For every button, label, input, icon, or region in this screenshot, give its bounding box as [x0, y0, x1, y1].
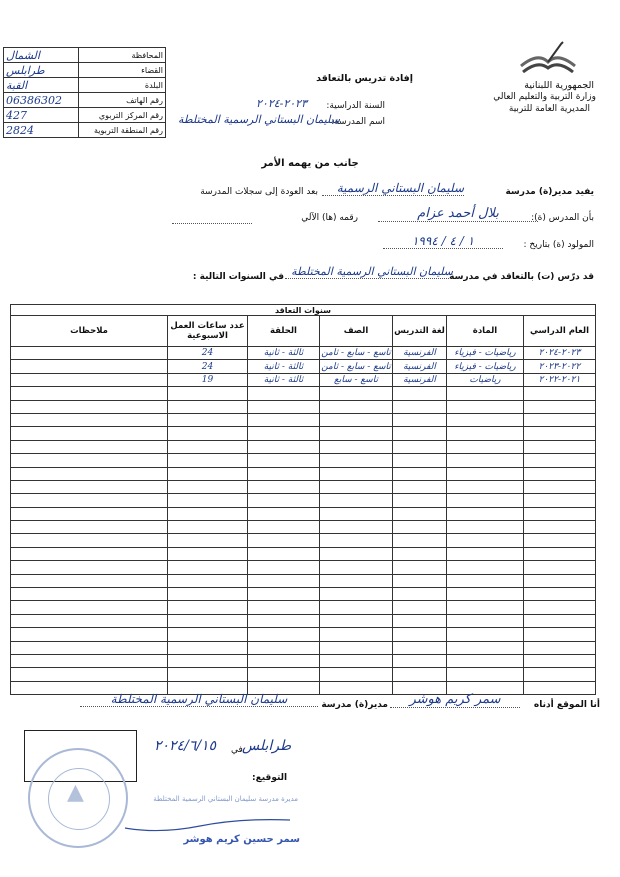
empty-row [11, 588, 596, 601]
info-row [4, 93, 166, 108]
empty-row [11, 400, 596, 413]
empty-cell [524, 654, 596, 667]
empty-cell [447, 641, 524, 654]
birth-date: ١ / ٤ / ١٩٩٤ [383, 234, 503, 249]
table-caption: سنوات التعاقد [11, 305, 596, 316]
school-label: اسم المدرسة: [331, 117, 385, 127]
empty-cell [524, 413, 596, 426]
ministry-logo-icon [513, 38, 583, 78]
empty-cell [524, 668, 596, 681]
empty-cell [524, 387, 596, 400]
empty-cell [168, 440, 248, 453]
teacher-number-blank [172, 223, 252, 224]
header-notes: ملاحظات [11, 316, 168, 347]
date-value: ٢٠٢٤/٦/١٥ [154, 738, 217, 754]
cell-year: ٢٠٢٢-٢٠٢٣ [524, 360, 596, 373]
empty-cell [11, 480, 168, 493]
empty-row [11, 507, 596, 520]
cell-grade: تاسع - سابع - ثامن [321, 348, 391, 359]
empty-cell [11, 654, 168, 667]
empty-cell [447, 654, 524, 667]
empty-cell [11, 521, 168, 534]
authority-heading: جانب من يهمه الأمر [261, 158, 359, 169]
empty-cell [524, 494, 596, 507]
line1-prefix: يفيد مدير(ة) مدرسة [505, 187, 594, 197]
empty-cell [168, 561, 248, 574]
empty-cell [393, 454, 447, 467]
empty-row [11, 601, 596, 614]
empty-cell [168, 574, 248, 587]
empty-row [11, 628, 596, 641]
empty-cell [524, 440, 596, 453]
empty-row [11, 521, 596, 534]
empty-cell [168, 494, 248, 507]
empty-cell [447, 480, 524, 493]
info-label: رقم المركز التربوي [79, 108, 166, 123]
empty-cell [11, 387, 168, 400]
empty-cell [168, 588, 248, 601]
empty-cell [248, 480, 320, 493]
empty-cell [168, 413, 248, 426]
republic-label: الجمهورية اللبنانية [524, 80, 594, 91]
info-label: القضاء [79, 63, 166, 78]
empty-cell [393, 467, 447, 480]
empty-cell [11, 427, 168, 440]
empty-row [11, 427, 596, 440]
empty-cell [11, 614, 168, 627]
info-row [4, 108, 166, 123]
empty-cell [393, 668, 447, 681]
empty-row [11, 454, 596, 467]
empty-cell [393, 427, 447, 440]
empty-cell [248, 427, 320, 440]
empty-cell [320, 588, 393, 601]
empty-row [11, 641, 596, 654]
cell-language: الفرنسية [393, 373, 447, 386]
empty-cell [11, 440, 168, 453]
empty-cell [11, 641, 168, 654]
empty-cell [393, 440, 447, 453]
empty-cell [320, 400, 393, 413]
empty-cell [447, 507, 524, 520]
info-row [4, 63, 166, 78]
empty-cell [393, 480, 447, 493]
empty-cell [393, 387, 447, 400]
taught-school: سليمان البستاني الرسمية المختلطة [285, 265, 453, 279]
info-label: رقم المنطقة التربوية [79, 123, 166, 138]
empty-cell [524, 507, 596, 520]
table-row [11, 373, 596, 386]
empty-cell [524, 547, 596, 560]
empty-cell [447, 400, 524, 413]
empty-cell [447, 628, 524, 641]
info-value: 2824 [4, 123, 79, 138]
header-subject: المادة [447, 316, 524, 347]
empty-cell [248, 467, 320, 480]
empty-cell [11, 588, 168, 601]
empty-cell [320, 574, 393, 587]
cell-language: الفرنسية [393, 347, 447, 360]
empty-cell [320, 641, 393, 654]
empty-cell [248, 628, 320, 641]
empty-cell [168, 628, 248, 641]
cell-hours: 24 [168, 347, 248, 360]
director-school: سليمان البستاني الرسمية المختلطة [80, 692, 318, 707]
empty-cell [248, 654, 320, 667]
empty-row [11, 561, 596, 574]
empty-cell [524, 574, 596, 587]
header-language: لغة التدريس [393, 316, 447, 347]
empty-row [11, 547, 596, 560]
empty-cell [393, 628, 447, 641]
empty-cell [447, 534, 524, 547]
empty-cell [393, 507, 447, 520]
empty-cell [320, 654, 393, 667]
signer-name: سمر كريم هوشر [390, 692, 520, 708]
empty-row [11, 467, 596, 480]
empty-cell [11, 413, 168, 426]
empty-cell [320, 494, 393, 507]
empty-cell [393, 574, 447, 587]
cell-cycle: ثالثة - ثانية [248, 373, 320, 386]
empty-cell [168, 467, 248, 480]
empty-cell [524, 561, 596, 574]
empty-cell [248, 507, 320, 520]
table-row [11, 360, 596, 373]
director-label: مدير(ة) مدرسة [321, 700, 388, 710]
empty-row [11, 480, 596, 493]
empty-cell [320, 521, 393, 534]
empty-cell [320, 507, 393, 520]
year-value: ٢٠٢٣-٢٠٢٤ [256, 97, 307, 110]
line1-suffix: بعد العودة إلى سجلات المدرسة [200, 187, 318, 197]
empty-cell [248, 521, 320, 534]
empty-row [11, 387, 596, 400]
cell-hours: 24 [168, 360, 248, 373]
taught-suffix: في السنوات التالية : [192, 272, 284, 282]
empty-row [11, 574, 596, 587]
empty-cell [248, 601, 320, 614]
empty-cell [393, 521, 447, 534]
empty-cell [320, 601, 393, 614]
cell-cycle: ثالثة - ثانية [248, 360, 320, 373]
header-hours: عدد ساعات العمل الاسبوعية [168, 316, 248, 347]
header-year: العام الدراسي [524, 316, 596, 347]
empty-cell [447, 494, 524, 507]
empty-cell [168, 387, 248, 400]
empty-cell [320, 454, 393, 467]
empty-cell [320, 413, 393, 426]
empty-cell [168, 668, 248, 681]
empty-cell [524, 628, 596, 641]
empty-cell [524, 467, 596, 480]
empty-cell [168, 641, 248, 654]
empty-cell [11, 574, 168, 587]
empty-cell [393, 400, 447, 413]
cell-notes [11, 373, 168, 386]
empty-cell [320, 387, 393, 400]
empty-cell [320, 614, 393, 627]
cell-grade: تاسع - سابع - ثامن [321, 361, 391, 372]
cell-subject: رياضيات [447, 373, 524, 386]
empty-cell [168, 547, 248, 560]
cell-language: الفرنسية [393, 360, 447, 373]
cell-cycle: ثالثة - ثانية [248, 347, 320, 360]
empty-row [11, 614, 596, 627]
empty-cell [393, 654, 447, 667]
info-value: الشمال [4, 48, 79, 63]
empty-cell [248, 413, 320, 426]
empty-cell [11, 534, 168, 547]
empty-cell [168, 521, 248, 534]
empty-cell [320, 467, 393, 480]
cedar-icon: ▲ [67, 780, 84, 805]
empty-cell [524, 601, 596, 614]
info-row [4, 123, 166, 138]
empty-cell [320, 427, 393, 440]
info-value: 427 [4, 108, 79, 123]
empty-cell [320, 534, 393, 547]
empty-cell [447, 454, 524, 467]
empty-cell [11, 507, 168, 520]
empty-cell [168, 654, 248, 667]
place-value: طرابلس [242, 738, 292, 754]
empty-cell [524, 534, 596, 547]
school-stamp [28, 748, 128, 848]
empty-row [11, 654, 596, 667]
empty-cell [11, 628, 168, 641]
empty-cell [524, 454, 596, 467]
cell-notes [11, 347, 168, 360]
empty-cell [447, 467, 524, 480]
empty-cell [320, 480, 393, 493]
empty-cell [11, 668, 168, 681]
empty-row [11, 534, 596, 547]
empty-cell [168, 534, 248, 547]
document-title: إفادة تدريس بالتعاقد [316, 73, 413, 84]
empty-cell [168, 507, 248, 520]
empty-cell [447, 521, 524, 534]
empty-cell [11, 454, 168, 467]
empty-cell [248, 588, 320, 601]
signature-scribble-icon [120, 806, 300, 836]
empty-cell [248, 440, 320, 453]
empty-cell [11, 467, 168, 480]
birth-label: المولود (ة) بتاريخ : [523, 240, 594, 250]
empty-cell [393, 413, 447, 426]
cell-year: ٢٠٢١-٢٠٢٢ [524, 373, 596, 386]
empty-cell [393, 561, 447, 574]
empty-cell [168, 427, 248, 440]
table-row [11, 347, 596, 360]
empty-cell [11, 547, 168, 560]
empty-row [11, 494, 596, 507]
info-value: 06386302 [4, 93, 79, 108]
empty-cell [248, 614, 320, 627]
empty-cell [524, 521, 596, 534]
empty-cell [248, 387, 320, 400]
empty-cell [320, 681, 393, 694]
empty-cell [168, 614, 248, 627]
empty-cell [320, 628, 393, 641]
info-value: القبة [4, 78, 79, 93]
empty-cell [248, 561, 320, 574]
empty-cell [393, 534, 447, 547]
empty-cell [11, 494, 168, 507]
signature-name: سمر حسين كريم هوشر [183, 834, 300, 845]
empty-cell [11, 561, 168, 574]
empty-cell [524, 681, 596, 694]
empty-cell [168, 400, 248, 413]
empty-cell [393, 547, 447, 560]
empty-cell [248, 641, 320, 654]
empty-cell [248, 574, 320, 587]
empty-cell [393, 641, 447, 654]
signer-label: أنا الموقع أدناه [533, 700, 600, 710]
info-label: البلدة [79, 78, 166, 93]
empty-cell [447, 547, 524, 560]
directorate-label: المديرية العامة للتربية [508, 104, 590, 114]
year-label: السنة الدراسية: [326, 101, 385, 111]
empty-cell [447, 601, 524, 614]
info-label: رقم الهاتف [79, 93, 166, 108]
empty-cell [393, 588, 447, 601]
header-cycle: الحلقة [248, 316, 320, 347]
empty-cell [524, 588, 596, 601]
cell-grade: تاسع - سابع [320, 373, 393, 386]
empty-cell [168, 454, 248, 467]
empty-row [11, 413, 596, 426]
ministry-label: وزارة التربية والتعليم العالي [493, 92, 596, 102]
cell-subject: رياضيات - فيزياء [447, 360, 524, 373]
empty-rows [11, 387, 596, 695]
empty-cell [393, 494, 447, 507]
date-label: في [231, 745, 243, 755]
empty-cell [320, 561, 393, 574]
empty-cell [447, 561, 524, 574]
info-row [4, 48, 166, 63]
empty-cell [320, 440, 393, 453]
empty-cell [447, 574, 524, 587]
cell-subject: رياضيات - فيزياء [447, 347, 524, 360]
contract-years-table [10, 304, 596, 695]
empty-cell [320, 668, 393, 681]
empty-cell [447, 427, 524, 440]
empty-cell [524, 400, 596, 413]
teacher-label: بأن المدرس (ة): [531, 213, 594, 223]
empty-cell [524, 427, 596, 440]
empty-cell [447, 614, 524, 627]
empty-row [11, 440, 596, 453]
school-value: سليمان البستاني الرسمية المختلطة [178, 113, 340, 126]
empty-cell [168, 480, 248, 493]
empty-cell [11, 400, 168, 413]
empty-cell [248, 494, 320, 507]
stamp-text: مديرة مدرسة سليمان البستاني الرسمية المختلطة [153, 795, 298, 803]
empty-cell [248, 400, 320, 413]
info-row [4, 78, 166, 93]
header-grade: الصف [320, 316, 393, 347]
empty-cell [393, 614, 447, 627]
empty-cell [447, 588, 524, 601]
teacher-number-label: رقمه (ها) الآلي [301, 213, 358, 223]
cell-year: ٢٠٢٣-٢٠٢٤ [524, 347, 596, 360]
info-label: المحافظة [79, 48, 166, 63]
empty-cell [524, 641, 596, 654]
empty-cell [320, 547, 393, 560]
taught-prefix: قد درّس (ت) بالتعاقد في مدرسة [449, 272, 594, 282]
empty-cell [447, 387, 524, 400]
empty-cell [447, 440, 524, 453]
teacher-name: بلال أحمد عزام [378, 206, 538, 222]
line1-school: سليمان البستاني الرسمية [322, 181, 464, 196]
empty-cell [447, 668, 524, 681]
info-value: طرابلس [4, 63, 79, 78]
empty-cell [248, 547, 320, 560]
empty-cell [393, 601, 447, 614]
empty-cell [11, 601, 168, 614]
empty-cell [248, 454, 320, 467]
cell-hours: 19 [168, 373, 248, 386]
empty-cell [248, 668, 320, 681]
empty-cell [524, 614, 596, 627]
empty-cell [168, 601, 248, 614]
empty-row [11, 668, 596, 681]
school-info-table [3, 47, 166, 138]
signature-label: التوقيع: [252, 773, 288, 783]
cell-notes [11, 360, 168, 373]
empty-cell [447, 413, 524, 426]
empty-cell [248, 534, 320, 547]
empty-cell [524, 480, 596, 493]
